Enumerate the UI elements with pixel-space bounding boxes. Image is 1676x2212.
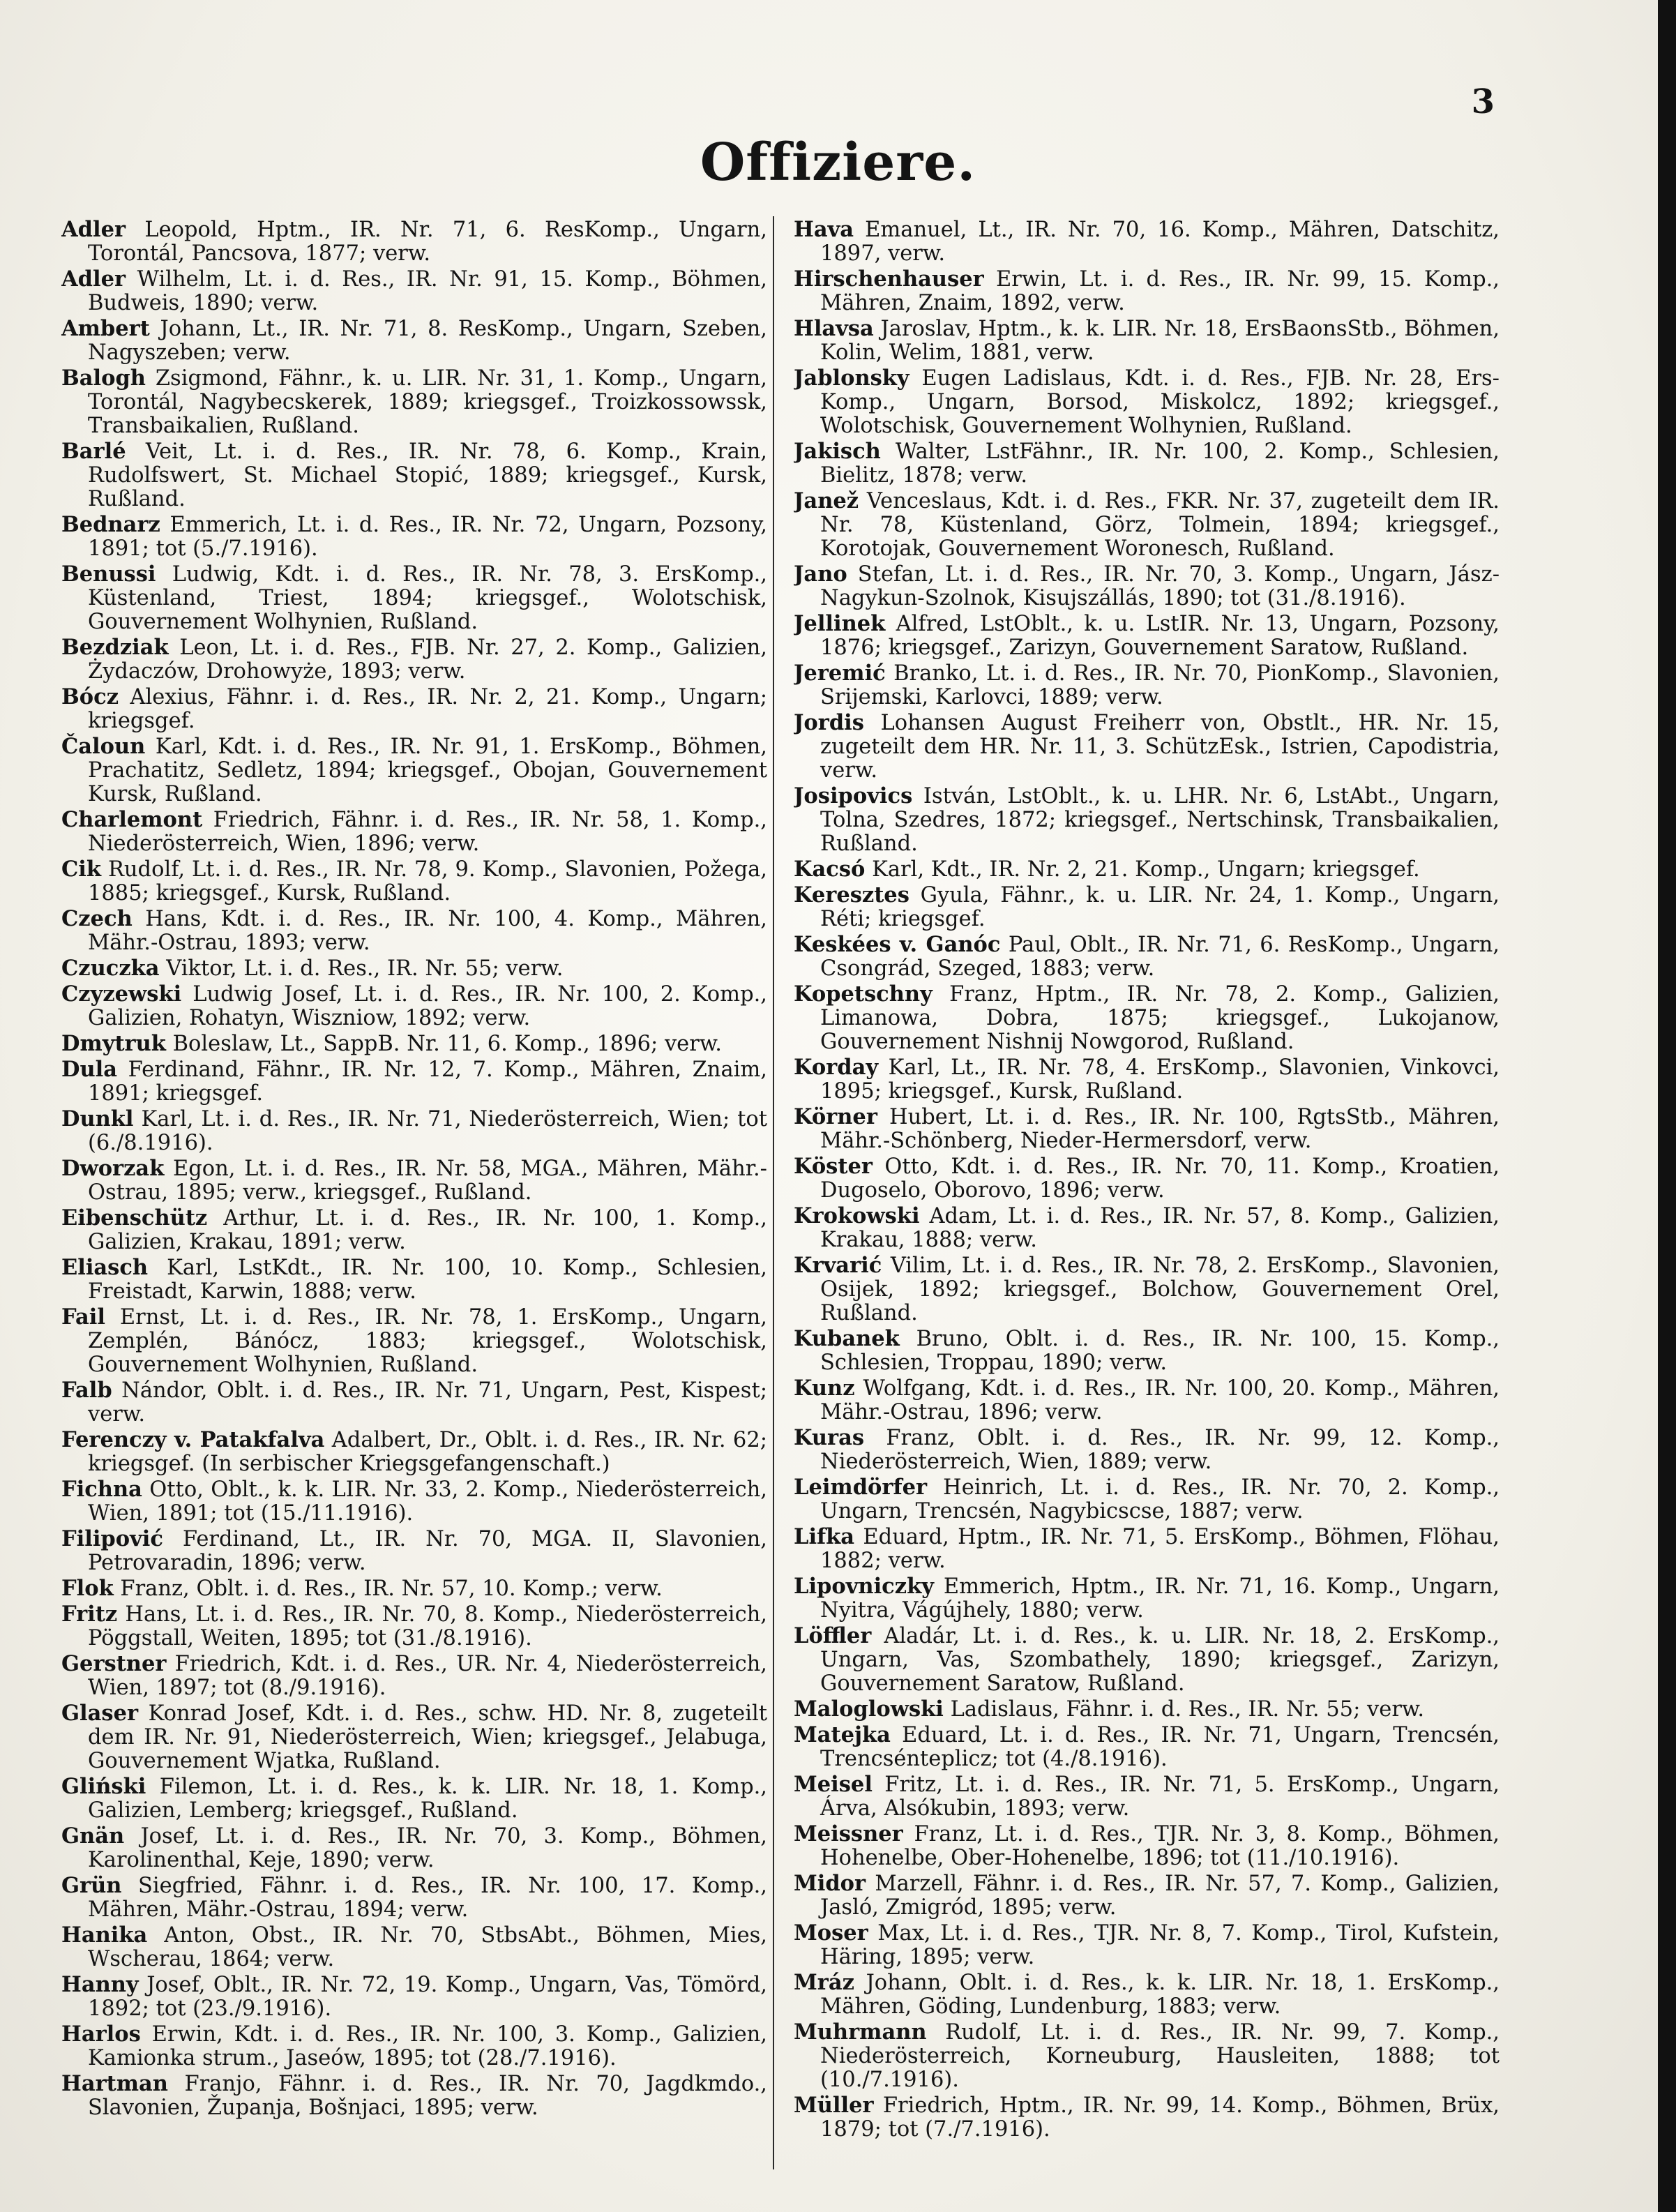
entry-name: Fritz [61,1602,118,1627]
entry-name: Lifka [794,1524,855,1549]
list-item [61,1256,767,1304]
list-item [61,982,767,1030]
list-item [794,267,1500,315]
entry-text: Stefan, Lt. i. d. Res., IR. Nr. 70, 3. Komp., Ungarn, Jász-Nagykun-Szolnok, Kisujszállás, 1890; tot (31./8.1916). [820,562,1500,610]
list-item [794,1426,1500,1474]
entry-name: Gnän [61,1823,125,1849]
list-item [61,2072,767,2120]
entry-name: Leimdörfer [794,1475,928,1500]
entry-name: Benussi [61,562,156,587]
entry-text: Leon, Lt. i. d. Res., FJB. Nr. 27, 2. Komp., Galizien, Żydaczów, Drohowyże, 1893; verw. [88,635,767,684]
list-item [61,1652,767,1700]
entry-name: Lipovniczky [794,1574,934,1599]
list-item [794,1475,1500,1523]
list-item [794,982,1500,1054]
list-item [61,907,767,955]
list-item [61,1477,767,1526]
entry-text: Franz, Oblt. i. d. Res., IR. Nr. 99, 12. Komp., Niederösterreich, Wien, 1889; verw. [820,1426,1500,1474]
list-item [794,784,1500,856]
entry-text: Emmerich, Hptm., IR. Nr. 71, 16. Komp., Ungarn, Nyitra, Vágújhely, 1880; verw. [820,1574,1500,1623]
list-item [61,2022,767,2070]
entry-text: Johann, Oblt. i. d. Res., k. k. LIR. Nr. 18, 1. ErsKomp., Mähren, Göding, Lundenburg, 1883; verw. [820,1971,1500,2019]
entry-name: Keresztes [794,882,909,908]
entry-text: Adalbert, Dr., Oblt. i. d. Res., IR. Nr. 62; kriegsgef. (In serbischer Kriegsgefangenschaft.) [88,1428,767,1476]
list-item [61,857,767,905]
list-item [61,1305,767,1377]
list-item [794,1624,1500,1696]
entry-text: Ernst, Lt. i. d. Res., IR. Nr. 78, 1. ErsKomp., Ungarn, Zemplén, Bánócz, 1883; kriegsgef., Wolotschisk, Gouvernement Wolhynien, Rußland. [88,1305,767,1377]
entry-name: Czyzewski [61,981,182,1007]
entry-name: Czech [61,906,133,931]
entry-name: Ferenczy v. Patakfalva [61,1427,325,1452]
entry-name: Hartman [61,2071,168,2096]
entry-text: Viktor, Lt. i. d. Res., IR. Nr. 55; verw. [166,956,564,981]
entry-text: Lohansen August Freiherr von, Obstlt., HR. Nr. 15, zugeteilt dem HR. Nr. 11, 3. SchützEsk., Istrien, Capodistria, verw. [820,711,1500,783]
entry-name: Keskées v. Ganóc [794,932,1001,957]
list-item [794,489,1500,561]
entry-text: Bruno, Oblt. i. d. Res., IR. Nr. 100, 15. Komp., Schlesien, Troppau, 1890; verw. [820,1327,1500,1375]
entry-name: Gliński [61,1774,146,1799]
entry-name: Müller [794,2093,874,2118]
entry-name: Gerstner [61,1651,167,1676]
entry-text: Hans, Lt. i. d. Res., IR. Nr. 70, 8. Komp., Niederösterreich, Pöggstall, Weiten, 1895; tot (31./8.1916). [88,1602,767,1650]
entry-text: Erwin, Kdt. i. d. Res., IR. Nr. 100, 3. Komp., Galizien, Kamionka strum., Jaseów, 1895; tot (28./7.1916). [88,2022,767,2070]
list-item [794,1055,1500,1104]
entry-text: Emmerich, Lt. i. d. Res., IR. Nr. 72, Ungarn, Pozsony, 1891; tot (5./7.1916). [88,513,767,561]
entry-name: Flok [61,1576,114,1601]
entry-name: Josipovics [794,783,913,808]
list-item [61,1577,767,1601]
entry-text: Rudolf, Lt. i. d. Res., IR. Nr. 99, 7. Komp., Niederösterreich, Korneuburg, Hausleiten, 1888; tot (10./7.1916). [820,2020,1500,2092]
entry-name: Czuczka [61,956,160,981]
entry-name: Köster [794,1154,873,1179]
list-item [61,1775,767,1823]
entry-name: Bednarz [61,512,160,537]
entry-text: Konrad Josef, Kdt. i. d. Res., schw. HD. Nr. 8, zugeteilt dem IR. Nr. 91, Niederösterreich, Wien; kriegsgef., Jelabuga, Gouvernement Wjatka, Rußland. [88,1701,767,1773]
list-item [61,317,767,365]
entry-name: Kubanek [794,1326,900,1351]
entry-text: Karl, LstKdt., IR. Nr. 100, 10. Komp., Schlesien, Freistadt, Karwin, 1888; verw. [88,1256,767,1304]
entry-name: Glaser [61,1701,139,1726]
entry-name: Kopetschny [794,981,933,1007]
list-item [61,218,767,266]
entry-name: Adler [61,218,126,242]
entry-text: Friedrich, Kdt. i. d. Res., UR. Nr. 4, Niederösterreich, Wien, 1897; tot (8./9.1916). [88,1652,767,1700]
entry-text: Siegfried, Fähnr. i. d. Res., IR. Nr. 100, 17. Komp., Mähren, Mähr.-Ostrau, 1894; verw. [88,1874,767,1922]
entry-name: Hanny [61,1972,139,1997]
entry-text: Arthur, Lt. i. d. Res., IR. Nr. 100, 1. Komp., Galizien, Krakau, 1891; verw. [88,1206,767,1254]
entry-text: Friedrich, Fähnr. i. d. Res., IR. Nr. 58, 1. Komp., Niederösterreich, Wien, 1896; verw. [88,808,767,856]
entry-text: Veit, Lt. i. d. Res., IR. Nr. 78, 6. Komp., Krain, Rudolfswert, St. Michael Stopić, 1889; kriegsgef., Kursk, Rußland. [88,439,767,511]
list-item [61,1874,767,1922]
list-item [794,1376,1500,1424]
entry-text: Branko, Lt. i. d. Res., IR. Nr. 70, PionKomp., Slavonien, Srijemski, Karlovci, 1889; verw. [820,661,1500,709]
list-item [61,735,767,806]
entry-text: Otto, Kdt. i. d. Res., IR. Nr. 70, 11. Komp., Kroatien, Dugoselo, Oborovo, 1896; verw. [820,1154,1500,1203]
entry-name: Ambert [61,316,150,341]
entry-name: Dworzak [61,1156,165,1181]
entry-name: Körner [794,1104,877,1129]
list-item [61,1157,767,1205]
entry-name: Maloglowski [794,1696,944,1722]
list-item [61,956,767,981]
entry-name: Jakisch [794,439,881,464]
entry-name: Löffler [794,1623,872,1648]
entry-name: Grün [61,1873,122,1898]
entry-text: Ferdinand, Fähnr., IR. Nr. 12, 7. Komp., Mähren, Znaim, 1891; kriegsgef. [88,1058,767,1106]
entry-text: Zsigmond, Fähnr., k. u. LIR. Nr. 31, 1. Komp., Ungarn, Torontál, Nagybecskerek, 1889; kriegsgef., Troizkossowssk, Transbaikalien, Rußland. [88,366,767,438]
list-item [794,1971,1500,2019]
entry-text: Ludwig Josef, Lt. i. d. Res., IR. Nr. 100, 2. Komp., Galizien, Rohatyn, Wiszniow, 1892; verw. [88,982,767,1030]
entry-name: Mráz [794,1970,854,1995]
entry-name: Hanika [61,1923,148,1948]
entry-name: Matejka [794,1722,891,1747]
list-item [61,1206,767,1254]
list-item [794,1574,1500,1623]
entry-name: Moser [794,1920,868,1946]
entry-text: Josef, Lt. i. d. Res., IR. Nr. 70, 3. Komp., Böhmen, Karolinenthal, Keje, 1890; verw. [88,1824,767,1872]
list-item [794,1525,1500,1573]
entry-name: Meisel [794,1772,873,1797]
page-title: Offiziere. [700,133,976,193]
list-item [794,1773,1500,1821]
entry-text: Wilhelm, Lt. i. d. Res., IR. Nr. 91, 15. Komp., Böhmen, Budweis, 1890; verw. [88,267,767,315]
list-item [61,1973,767,2021]
entry-name: Bezdziak [61,635,169,660]
entry-name: Krokowski [794,1203,920,1228]
entry-text: Rudolf, Lt. i. d. Res., IR. Nr. 78, 9. Komp., Slavonien, Požega, 1885; kriegsgef., Kursk, Rußland. [88,857,767,905]
entry-text: Alfred, LstOblt., k. u. LstIR. Nr. 13, Ungarn, Pozsony, 1876; kriegsgef., Zarizyn, Gouvernement Saratow, Rußland. [820,612,1500,660]
entry-text: Boleslaw, Lt., SappB. Nr. 11, 6. Komp., 1896; verw. [172,1032,722,1056]
entry-name: Fichna [61,1477,142,1502]
entry-name: Dmytruk [61,1031,166,1056]
entry-text: Franz, Lt. i. d. Res., TJR. Nr. 3, 8. Komp., Böhmen, Hohenelbe, Ober-Hohenelbe, 1896; tot (11./10.1916). [820,1822,1500,1870]
list-item [794,2093,1500,2142]
entry-name: Barlé [61,439,126,464]
list-item [61,1107,767,1155]
list-item [794,612,1500,660]
list-item [61,685,767,733]
entry-name: Kacsó [794,857,866,882]
entry-name: Charlemont [61,807,203,832]
entry-name: Janež [794,488,859,513]
entry-text: Franjo, Fähnr. i. d. Res., IR. Nr. 70, Jagdkmdo., Slavonien, Županja, Bošnjaci, 1895; verw. [88,2072,767,2120]
left-column [61,218,767,2192]
entry-text: Egon, Lt. i. d. Res., IR. Nr. 58, MGA., Mähren, Mähr.-Ostrau, 1895; verw., kriegsgef., Rußland. [88,1157,767,1205]
entry-name: Dunkl [61,1106,134,1131]
entry-name: Bócz [61,684,119,709]
entry-name: Jordis [794,710,864,735]
list-item [61,808,767,856]
entry-text: Paul, Oblt., IR. Nr. 71, 6. ResKomp., Ungarn, Csongrád, Szeged, 1883; verw. [820,933,1500,981]
list-item [61,562,767,634]
list-item [794,317,1500,365]
entry-text: Walter, LstFähnr., IR. Nr. 100, 2. Komp., Schlesien, Bielitz, 1878; verw. [820,439,1500,488]
list-item [61,1602,767,1650]
list-item [794,1921,1500,1969]
list-item [61,1428,767,1476]
entry-text: István, LstOblt., k. u. LHR. Nr. 6, LstAbt., Ungarn, Tolna, Szedres, 1872; kriegsgef., Nertschinsk, Transbaikalien, Rußland. [820,784,1500,856]
column-divider [773,216,774,2169]
entry-text: Heinrich, Lt. i. d. Res., IR. Nr. 70, 2. Komp., Ungarn, Trencsén, Nagybicscse, 1887; verw. [820,1475,1500,1523]
right-column [794,218,1500,2192]
entry-text: Karl, Kdt., IR. Nr. 2, 21. Komp., Ungarn; kriegsgef. [872,857,1420,882]
entry-text: Hans, Kdt. i. d. Res., IR. Nr. 100, 4. Komp., Mähren, Mähr.-Ostrau, 1893; verw. [88,907,767,955]
list-item [61,513,767,561]
list-item [61,366,767,438]
entry-text: Anton, Obst., IR. Nr. 70, StbsAbt., Böhmen, Mies, Wscherau, 1864; verw. [88,1923,767,1971]
list-item [61,635,767,684]
list-item [794,562,1500,610]
list-item [794,1822,1500,1870]
entry-name: Čaloun [61,734,146,759]
entry-name: Eliasch [61,1255,149,1280]
entry-name: Harlos [61,2022,141,2047]
list-item [61,1824,767,1872]
list-item [794,1105,1500,1153]
entry-text: Fritz, Lt. i. d. Res., IR. Nr. 71, 5. ErsKomp., Ungarn, Árva, Alsókubin, 1893; verw. [820,1773,1500,1821]
entry-text: Adam, Lt. i. d. Res., IR. Nr. 57, 8. Komp., Galizien, Krakau, 1888; verw. [820,1204,1500,1252]
entry-name: Balogh [61,366,146,391]
list-item [794,218,1500,266]
entry-text: Karl, Lt., IR. Nr. 78, 4. ErsKomp., Slavonien, Vinkovci, 1895; kriegsgef., Kursk, Rußland. [820,1055,1500,1104]
list-item [61,1058,767,1106]
page-number: 3 [1471,82,1495,121]
list-item [794,883,1500,931]
entry-text: Karl, Lt. i. d. Res., IR. Nr. 71, Niederösterreich, Wien; tot (6./8.1916). [88,1107,767,1155]
entry-name: Hlavsa [794,316,874,341]
entry-text: Otto, Oblt., k. k. LIR. Nr. 33, 2. Komp., Niederösterreich, Wien, 1891; tot (15./11.1916). [88,1477,767,1526]
list-item [794,1872,1500,1920]
list-item [61,1032,767,1056]
entry-text: Johann, Lt., IR. Nr. 71, 8. ResKomp., Ungarn, Szeben, Nagyszeben; verw. [88,317,767,365]
list-item [794,1697,1500,1722]
entry-text: Franz, Hptm., IR. Nr. 78, 2. Komp., Galizien, Limanowa, Dobra, 1875; kriegsgef., Lukojanow, Gouvernement Nishnij Nowgorod, Rußland. [820,982,1500,1054]
list-item [61,1701,767,1773]
entry-name: Meissner [794,1821,903,1846]
list-item [794,366,1500,438]
entry-text: Max, Lt. i. d. Res., TJR. Nr. 8, 7. Komp., Tirol, Kufstein, Häring, 1895; verw. [820,1921,1500,1969]
entry-name: Jablonsky [794,366,909,391]
entry-name: Cik [61,857,101,882]
entry-name: Falb [61,1378,112,1403]
list-item [61,1527,767,1575]
entry-name: Midor [794,1871,866,1896]
entry-name: Hava [794,218,854,242]
entry-text: Ladislaus, Fähnr. i. d. Res., IR. Nr. 55; verw. [950,1697,1425,1722]
entry-name: Kunz [794,1376,855,1401]
entry-text: Josef, Oblt., IR. Nr. 72, 19. Komp., Ungarn, Vas, Tömörd, 1892; tot (23./9.1916). [88,1973,767,2021]
entry-text: Gyula, Fähnr., k. u. LIR. Nr. 24, 1. Komp., Ungarn, Réti; kriegsgef. [820,883,1500,931]
entry-name: Hirschenhauser [794,266,984,292]
entry-name: Jano [794,562,847,587]
list-item [794,933,1500,981]
list-item [794,1204,1500,1252]
entry-text: Hubert, Lt. i. d. Res., IR. Nr. 100, RgtsStb., Mähren, Mähr.-Schönberg, Nieder-Hermersdorf, verw. [820,1105,1500,1153]
list-item [794,661,1500,709]
list-item [61,267,767,315]
entry-text: Emanuel, Lt., IR. Nr. 70, 16. Komp., Mähren, Datschitz, 1897, verw. [820,218,1500,266]
entry-text: Leopold, Hptm., IR. Nr. 71, 6. ResKomp., Ungarn, Torontál, Pancsova, 1877; verw. [88,218,767,266]
scan-edge [1658,0,1676,2212]
entry-text: Marzell, Fähnr. i. d. Res., IR. Nr. 57, 7. Komp., Galizien, Jasló, Zmigród, 1895; verw. [820,1872,1500,1920]
list-item [794,711,1500,783]
list-item [794,1154,1500,1203]
entry-name: Korday [794,1055,879,1080]
list-item [61,439,767,511]
entry-name: Fail [61,1304,105,1330]
entry-text: Friedrich, Hptm., IR. Nr. 99, 14. Komp., Böhmen, Brüx, 1879; tot (7./7.1916). [820,2093,1500,2142]
list-item [61,1923,767,1971]
entry-text: Filemon, Lt. i. d. Res., k. k. LIR. Nr. 18, 1. Komp., Galizien, Lemberg; kriegsgef., Rußland. [88,1775,767,1823]
entry-name: Jeremić [794,661,886,686]
entry-text: Karl, Kdt. i. d. Res., IR. Nr. 91, 1. ErsKomp., Böhmen, Prachatitz, Sedletz, 1894; kriegsgef., Obojan, Gouvernement Kursk, Rußland. [88,735,767,806]
list-item [794,439,1500,488]
entry-text: Nándor, Oblt. i. d. Res., IR. Nr. 71, Ungarn, Pest, Kispest; verw. [88,1378,767,1427]
entry-name: Muhrmann [794,2019,927,2045]
entry-name: Filipović [61,1526,163,1551]
list-item [61,1378,767,1427]
entry-text: Jaroslav, Hptm., k. k. LIR. Nr. 18, ErsBaonsStb., Böhmen, Kolin, Welim, 1881, verw. [820,317,1500,365]
entry-name: Kuras [794,1425,865,1450]
entry-name: Eibenschütz [61,1205,208,1231]
entry-text: Franz, Oblt. i. d. Res., IR. Nr. 57, 10. Komp.; verw. [120,1577,663,1601]
entry-name: Adler [61,266,126,292]
entry-text: Eugen Ladislaus, Kdt. i. d. Res., FJB. Nr. 28, Ers-Komp., Ungarn, Borsod, Miskolcz, 1892; kriegsgef., Wolotschisk, Gouvernement Wolhynien, Rußland. [820,366,1500,438]
entry-text: Wolfgang, Kdt. i. d. Res., IR. Nr. 100, 20. Komp., Mähren, Mähr.-Ostrau, 1896; verw. [820,1376,1500,1424]
list-item [794,1723,1500,1771]
list-item [794,1254,1500,1325]
entry-text: Ludwig, Kdt. i. d. Res., IR. Nr. 78, 3. ErsKomp., Küstenland, Triest, 1894; kriegsgef., Wolotschisk, Gouvernement Wolhynien, Rußland. [88,562,767,634]
list-item [794,2020,1500,2092]
entry-text: Eduard, Lt. i. d. Res., IR. Nr. 71, Ungarn, Trencsén, Trencsénteplicz; tot (4./8.1916). [820,1723,1500,1771]
entry-text: Venceslaus, Kdt. i. d. Res., FKR. Nr. 37, zugeteilt dem IR. Nr. 78, Küstenland, Görz, Tolmein, 1894; kriegsgef., Korotojak, Gouvernement Woronesch, Rußland. [820,489,1500,561]
entry-text: Aladár, Lt. i. d. Res., k. u. LIR. Nr. 18, 2. ErsKomp., Ungarn, Vas, Szombathely, 1890; kriegsgef., Zarizyn, Gouvernement Saratow, Rußland. [820,1624,1500,1696]
entry-text: Erwin, Lt. i. d. Res., IR. Nr. 99, 15. Komp., Mähren, Znaim, 1892, verw. [820,267,1500,315]
entry-text: Eduard, Hptm., IR. Nr. 71, 5. ErsKomp., Böhmen, Flöhau, 1882; verw. [820,1525,1500,1573]
list-item [794,1327,1500,1375]
entry-text: Vilim, Lt. i. d. Res., IR. Nr. 78, 2. ErsKomp., Slavonien, Osijek, 1892; kriegsgef., Bolchow, Gouvernement Orel, Rußland. [820,1254,1500,1325]
entry-name: Jellinek [794,611,886,636]
entry-text: Ferdinand, Lt., IR. Nr. 70, MGA. II, Slavonien, Petrovaradin, 1896; verw. [88,1527,767,1575]
entry-name: Krvarić [794,1253,882,1278]
list-item [794,857,1500,882]
entry-name: Dula [61,1057,117,1082]
entry-text: Alexius, Fähnr. i. d. Res., IR. Nr. 2, 21. Komp., Ungarn; kriegsgef. [88,685,767,733]
